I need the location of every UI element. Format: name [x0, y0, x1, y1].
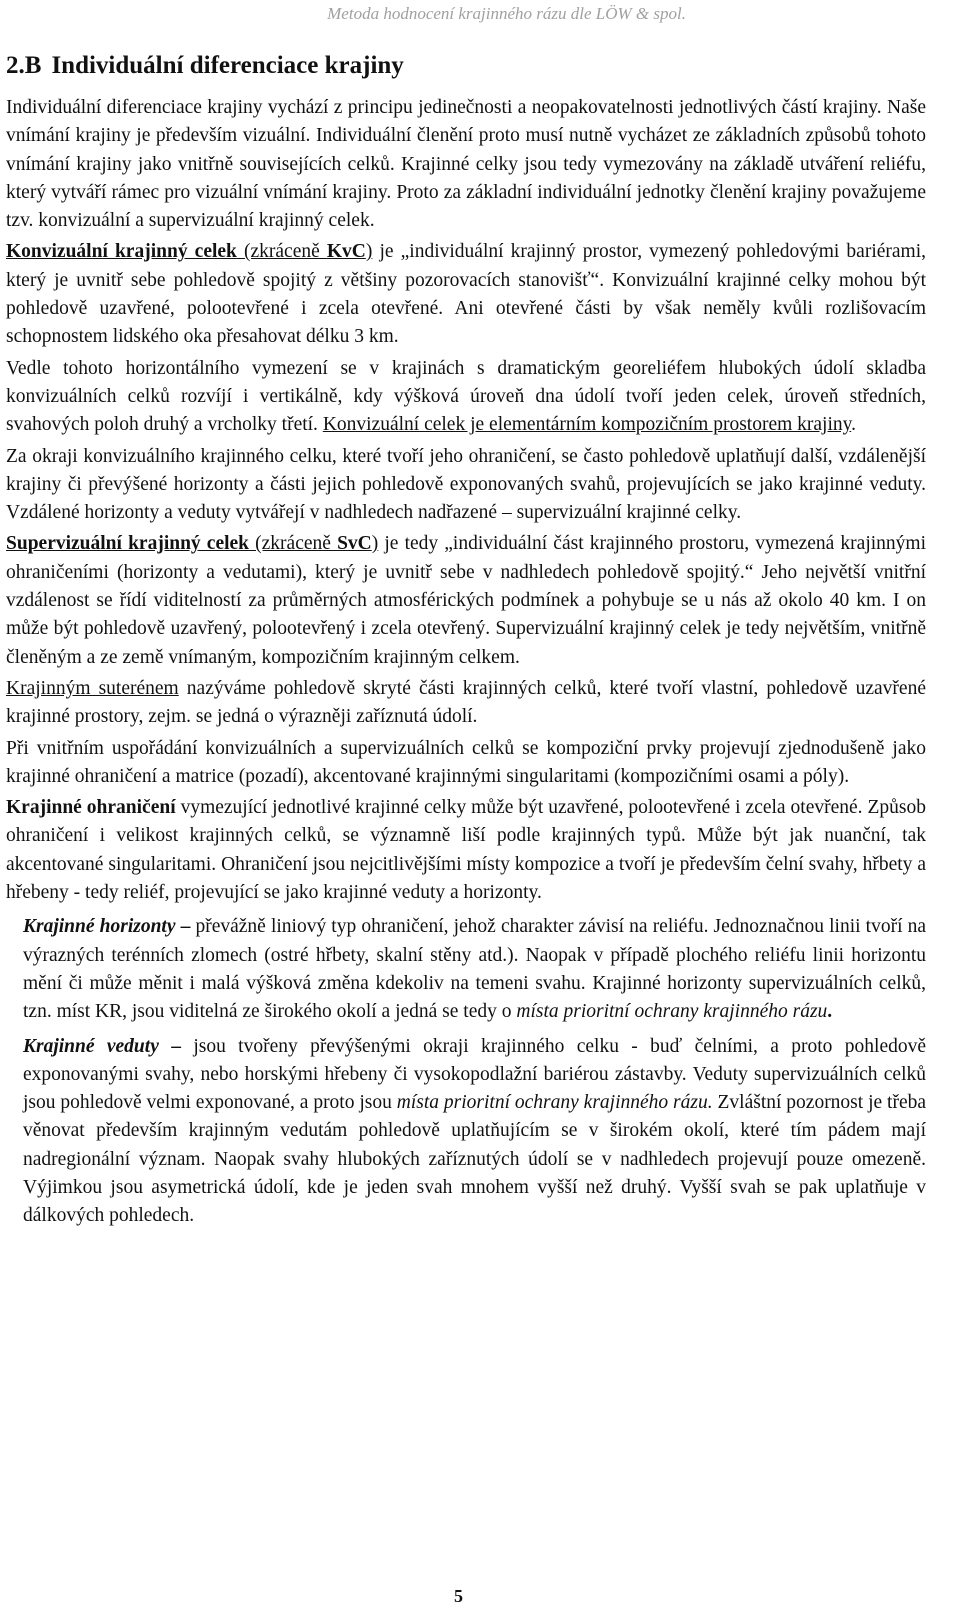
paragraph-suteren — [6, 675, 926, 732]
paragraph-vertical — [6, 355, 926, 440]
section-title — [6, 50, 404, 82]
abbr-open: (zkráceně — [249, 533, 338, 555]
paragraph-okraje: Za okraji konvizuálního krajinného celku, které tvoří jeho ohraničení, se často pohledově uplatňují další, vzdálenější krajiny či převýšené horizonty a části jejich pohledově exponovaných svahů, projevujících se jako krajinné veduty. Vzdálené horizonty a veduty vytvářejí v nadhledech nadřazené – supervizuální krajinné celky. — [6, 445, 926, 524]
term-krajinny-suteren: Krajinným suterénem — [6, 677, 179, 699]
page-number: 5 — [454, 1586, 463, 1606]
dash: – — [175, 916, 196, 938]
section-number: 2.B — [6, 52, 42, 79]
paragraph-supervizualni — [6, 530, 926, 671]
paragraph-veduty — [23, 1033, 926, 1231]
term-supervizualni-celek: Supervizuální krajinný celek — [6, 533, 250, 555]
definition-text: je „individuální krajinný prostor, vymezený pohledovými bariérami, který je uvnitř sebe pohledově spojitý z většiny pozorovacích stanovišť“. Konvizuální krajinné celky mohou být pohledově uzavřené, polootevřené i zcela otevřené. Ani otevřené části by však neměly kvůli rozlišovacím schopnostem lidského oka přesahovat délku 3 km. — [6, 241, 926, 348]
abbr-open: (zkráceně — [236, 241, 327, 263]
term-konvizualni-celek: Konvizuální krajinný celek — [6, 241, 237, 263]
document-body — [6, 94, 926, 1234]
paragraph-usporadani: Při vnitřním uspořádání konvizuálních a supervizuálních celků se kompoziční prvky projevují zjednodušeně jako krajinné ohraničení a matrice (pozadí), akcentované krajinnými singularitami (kompozičními osami a póly). — [6, 737, 926, 787]
definition-text: převážně liniový typ ohraničení, jehož charakter závisí na reliéfu. Jednoznačnou linii tvoří na výrazných terénních zlomech (ostré hřbety, skalní stěny atd.). Naopak v případě plochého reliéfu linii horizontu mění či může měnit i malá výšková změna kdekoliv na temeni svahu. Krajinné horizonty supervizuálních celků, tzn. míst KR, jsou viditelná ze širokého okolí a jedná se tedy o — [23, 916, 926, 1023]
paragraph-konvizualni — [6, 238, 926, 351]
abbr-close: ) — [371, 533, 379, 555]
definition-text: je tedy „individuální část krajinného prostoru, vymezená krajinnými ohraničeními (horizonty a vedutami), který je uvnitř sebe v nadhledech pohledově spojitý.“ Jeho největší vnitřní vzdálenost se řídí viditelností za průměrných atmosférických podmínek a pohybuje se u nás až okolo 40 km. I on může být pohledově uzavřený, polootevřený i zcela otevřený. Supervizuální krajinný celek je tedy největším, vnitřně členěným a ze země vnímaným, kompozičním krajinným celkem. — [6, 533, 926, 668]
definition-text: jsou tvořeny převýšenými okraji krajinného celku - buď čelními, a proto pohledově exponovanými svahy, nebo horskými hřebeny či vysokopodlažní bariérou zástavby. Veduty supervizuálních celků jsou pohledově velmi exponované, a proto jsou — [23, 1035, 927, 1114]
paragraph-end: . — [827, 1001, 833, 1023]
abbr-kvc: KvC — [326, 241, 366, 263]
term-krajinne-veduty: Krajinné veduty — [23, 1035, 159, 1057]
running-header: Metoda hodnocení krajinného rázu dle LÖW & spol. — [327, 4, 686, 23]
definition-text: nazýváme pohledově skryté části krajinných celků, které tvoří vlastní, pohledově uzavřené krajinné prostory, zejm. se jedná o výrazněji zaříznutá údolí. — [6, 677, 926, 728]
paragraph-horizonty — [23, 913, 926, 1026]
abbr-svc: SvC — [337, 533, 372, 555]
paragraph-intro: Individuální diferenciace krajiny vychází z principu jedinečnosti a neopakovatelnosti jednotlivých částí krajiny. Naše vnímání krajiny je především vizuální. Individuální členění proto musí nutně vycházet ze základních způsobů tohoto vnímání krajiny jako vnitřně souvisejících celků. Krajinné celky jsou tedy vymezovány na základě utváření reliéfu, který vytváří rámec pro vizuální vnímání krajiny. Proto za základní individuální jednotky členění krajiny považujeme tzv. konvizuální a supervizuální krajinný celek. — [6, 97, 926, 232]
underlined-statement: Konvizuální celek je elementárním kompozičním prostorem krajiny — [322, 414, 852, 436]
term-krajinne-ohraniceni: Krajinné ohraničení — [6, 797, 176, 819]
term-krajinne-horizonty: Krajinné horizonty — [23, 916, 176, 938]
dash: – — [158, 1035, 194, 1057]
definition-text-continued: Zvláštní pozornost je třeba věnovat především krajinným vedutám pohledově uplatňujícím se v širokém okolí, které tím pádem mají nadregionální význam. Naopak svahy hlubokých zaříznutých údolí se v nadhledech projevují pouze omezeně. Výjimkou jsou asymetrická údolí, kde je jeden svah mnohem vyšší než druhý. Vyšší svah se pak uplatňuje v dálkových pohledech. — [23, 1092, 927, 1227]
italic-phrase: místa prioritní ochrany krajinného rázu. — [396, 1092, 713, 1114]
abbr-close: ) — [365, 241, 373, 263]
italic-phrase: místa prioritní ochrany krajinného rázu — [516, 1001, 828, 1023]
section-title-text: Individuální diferenciace krajiny — [51, 52, 404, 79]
paragraph-text: Vedle tohoto horizontálního vymezení se v krajinách s dramatickým georeliéfem hlubokých údolí skladba konvizuálních celků rozvíjí i vertikálně, kdy výšková úroveň dna údolí tvoří jeden celek, úroveň středních, svahových poloh druhý a vrcholky třetí. — [6, 357, 926, 436]
paragraph-ohraniceni — [6, 794, 926, 907]
definition-text: vymezující jednotlivé krajinné celky může být uzavřené, polootevřené i zcela otevřené. Způsob ohraničení i velikost krajinných celků, se významně liší podle krajinných typů. Může být jak nuanční, tak akcentované singularitami. Ohraničení jsou nejcitlivějšími místy kompozice a tvoří je především čelní svahy, hřbety a hřebeny - tedy reliéf, projevující se jako krajinné veduty a horizonty. — [6, 797, 926, 904]
paragraph-end: . — [851, 414, 857, 436]
